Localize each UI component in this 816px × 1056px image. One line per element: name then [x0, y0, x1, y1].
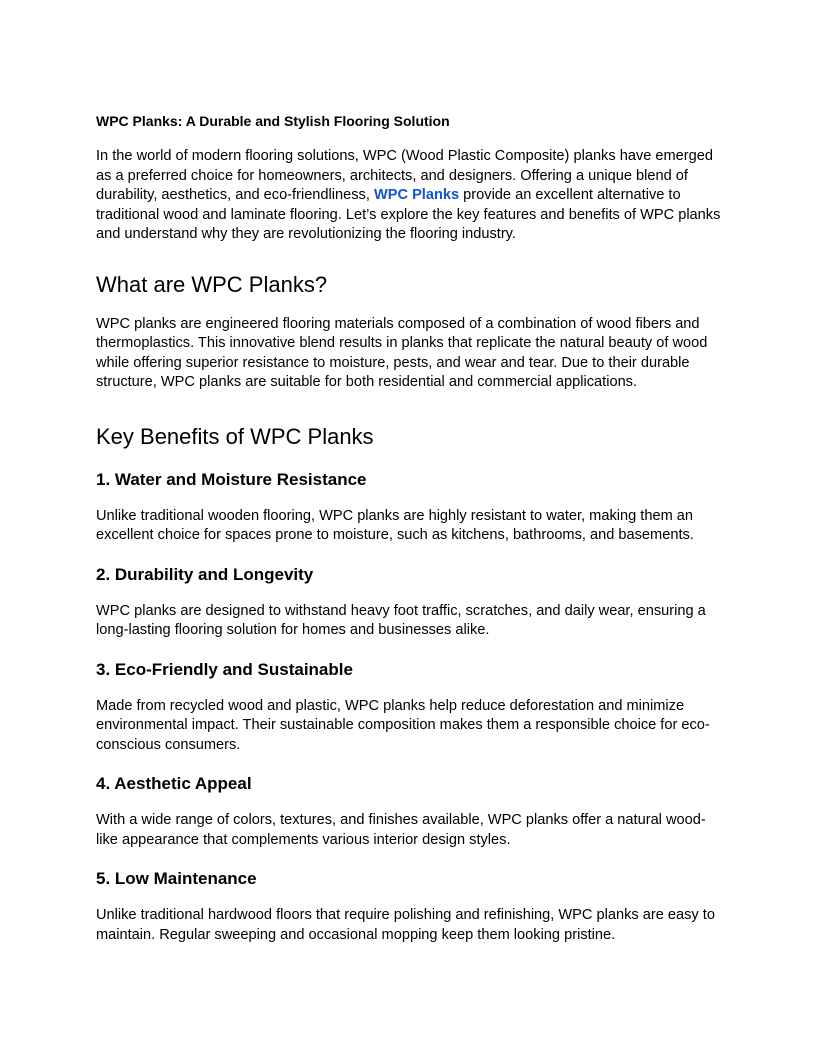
- intro-text-after-link: provide an excellent alternative to traditional wood and laminate flooring. Let’s explore the key features and benefits of WPC planks and understand why they are revolutionizing the flooring industry.: [96, 187, 721, 242]
- benefit-heading-aesthetic-appeal: 4. Aesthetic Appeal: [96, 774, 252, 793]
- what-are-wpc-paragraph: WPC planks are engineered flooring materials composed of a combination of wood fibers and thermoplastics. This innovative blend results in planks that replicate the natural beauty of wood while offering superior resistance to moisture, pests, and wear and tear. Due to their durable structure, WPC planks are suitable for both residential and commercial applications.: [96, 315, 708, 390]
- benefit-heading-water-resistance: 1. Water and Moisture Resistance: [96, 469, 367, 489]
- document-page: [96, 111, 726, 945]
- benefit-body-aesthetic-appeal: With a wide range of colors, textures, and finishes available, WPC planks offer a natural wood-like appearance that complements various interior design styles.: [96, 812, 706, 848]
- benefit-body-durability: WPC planks are designed to withstand heavy foot traffic, scratches, and daily wear, ensuring a long-lasting flooring solution for homes and businesses alike.: [96, 602, 706, 638]
- wpc-planks-link[interactable]: WPC Planks: [373, 187, 460, 203]
- benefit-heading-durability: 2. Durability and Longevity: [96, 564, 314, 584]
- benefit-body-low-maintenance: Unlike traditional hardwood floors that require polishing and refinishing, WPC planks are easy to maintain. Regular sweeping and occasional mopping keep them looking pristine.: [96, 907, 715, 943]
- intro-paragraph: [96, 147, 726, 245]
- benefit-body-eco-friendly: Made from recycled wood and plastic, WPC planks help reduce deforestation and minimize environmental impact. Their sustainable composition makes them a responsible choice for eco-conscious consumers.: [96, 697, 710, 753]
- document-title: WPC Planks: A Durable and Stylish Flooring Solution: [96, 113, 450, 129]
- section-heading-what-are-wpc: What are WPC Planks?: [96, 271, 328, 297]
- benefit-body-water-resistance: Unlike traditional wooden flooring, WPC planks are highly resistant to water, making them an excellent choice for spaces prone to moisture, such as kitchens, bathrooms, and basements.: [96, 507, 694, 543]
- benefit-heading-eco-friendly: 3. Eco-Friendly and Sustainable: [96, 659, 353, 679]
- section-heading-key-benefits: Key Benefits of WPC Planks: [96, 423, 374, 449]
- intro-text-before-link: In the world of modern flooring solutions, WPC (Wood Plastic Composite) planks have emerged as a preferred choice for homeowners, architects, and designers. Offering a unique blend of durability, aesthetics, and eco-friendliness,: [96, 148, 714, 203]
- benefit-heading-low-maintenance: 5. Low Maintenance: [96, 869, 257, 888]
